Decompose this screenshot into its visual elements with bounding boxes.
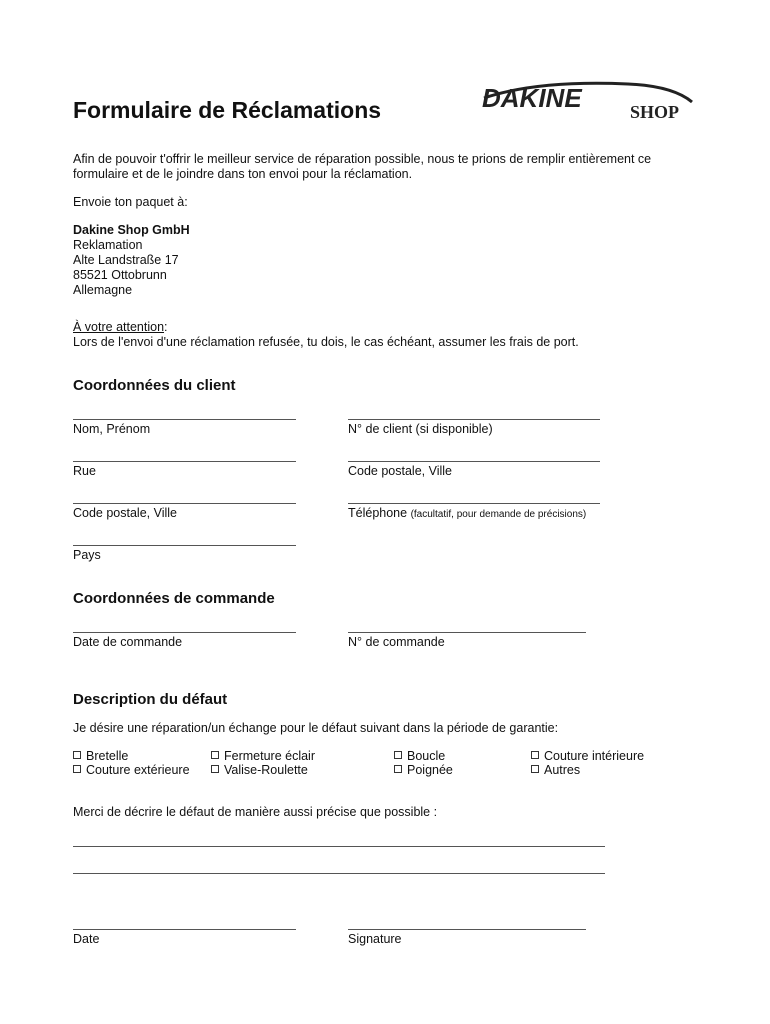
checkbox-icon[interactable] [73, 751, 81, 759]
attention-colon: : [164, 320, 168, 334]
option-fermeture-eclair[interactable]: Fermeture éclair [211, 749, 315, 763]
date-label: Date [73, 932, 100, 946]
option-couture-exterieure[interactable]: Couture extérieure [73, 763, 190, 777]
checkbox-icon[interactable] [394, 751, 402, 759]
phone-field-line[interactable] [348, 503, 600, 504]
client-heading: Coordonnées du client [73, 377, 236, 394]
date-field-line[interactable] [73, 929, 296, 930]
address-line: Reklamation [73, 238, 143, 252]
order-heading: Coordonnées de commande [73, 590, 275, 607]
option-autres[interactable]: Autres [531, 763, 580, 777]
name-label: Nom, Prénom [73, 422, 151, 436]
address-company: Dakine Shop GmbH [73, 223, 190, 237]
option-couture-interieure[interactable]: Couture intérieure [531, 749, 644, 763]
checkbox-icon[interactable] [73, 765, 81, 773]
zip-city-field-line[interactable] [348, 461, 600, 462]
client-number-label: N° de client (si disponible) [348, 422, 493, 436]
order-date-field-line[interactable] [73, 632, 296, 633]
description-line-1[interactable] [73, 846, 605, 847]
zip-city-label-2: Code postale, Ville [73, 506, 178, 520]
option-poignee[interactable]: Poignée [394, 763, 453, 777]
checkbox-icon[interactable] [211, 765, 219, 773]
defect-intro: Je désire une réparation/un échange pour le défaut suivant dans la période de garantie: [73, 721, 559, 735]
attention-label: À votre attention [73, 320, 165, 334]
client-number-field-line[interactable] [348, 419, 600, 420]
option-bretelle[interactable]: Bretelle [73, 749, 128, 763]
checkbox-icon[interactable] [531, 765, 539, 773]
send-to-label: Envoie ton paquet à: [73, 195, 188, 209]
address-block [73, 223, 190, 298]
attention-block [73, 320, 579, 350]
checkbox-icon[interactable] [531, 751, 539, 759]
zip-city-label: Code postale, Ville [348, 464, 453, 478]
option-boucle[interactable]: Boucle [394, 749, 445, 763]
phone-label [348, 506, 586, 520]
signature-field-line[interactable] [348, 929, 586, 930]
order-date-label: Date de commande [73, 635, 183, 649]
order-number-field-line[interactable] [348, 632, 586, 633]
street-field-line[interactable] [73, 461, 296, 462]
description-line-2[interactable] [73, 873, 605, 874]
phone-label-text: Téléphone [348, 506, 408, 520]
page-title: Formulaire de Réclamations [73, 97, 382, 123]
signature-label: Signature [348, 932, 402, 946]
dakine-shop-logo [478, 78, 696, 126]
address-line: Alte Landstraße 17 [73, 253, 179, 267]
phone-note: (facultatif, pour demande de précisions) [410, 509, 587, 520]
attention-text: Lors de l'envoi d'une réclamation refusée, tu dois, le cas échéant, assumer les frais de port. [73, 335, 579, 349]
option-valise-roulette[interactable]: Valise-Roulette [211, 763, 308, 777]
defect-heading: Description du défaut [73, 691, 228, 708]
logo-text: DAKINE [482, 83, 582, 113]
zip-city-field-line-2[interactable] [73, 503, 296, 504]
checkbox-icon[interactable] [394, 765, 402, 773]
address-line: 85521 Ottobrunn [73, 268, 167, 282]
name-field-line[interactable] [73, 419, 296, 420]
street-label: Rue [73, 464, 96, 478]
country-field-line[interactable] [73, 545, 296, 546]
address-line: Allemagne [73, 283, 133, 297]
order-number-label: N° de commande [348, 635, 445, 649]
intro-text: Afin de pouvoir t'offrir le meilleur service de réparation possible, nous te prions de remplir entièrement ce formulaire et de le joindre dans ton envoi pour la réclamation. [73, 152, 652, 181]
describe-label: Merci de décrire le défaut de manière aussi précise que possible : [73, 805, 438, 819]
checkbox-icon[interactable] [211, 751, 219, 759]
logo-subtext: SHOP [630, 102, 680, 122]
country-label: Pays [73, 548, 101, 562]
